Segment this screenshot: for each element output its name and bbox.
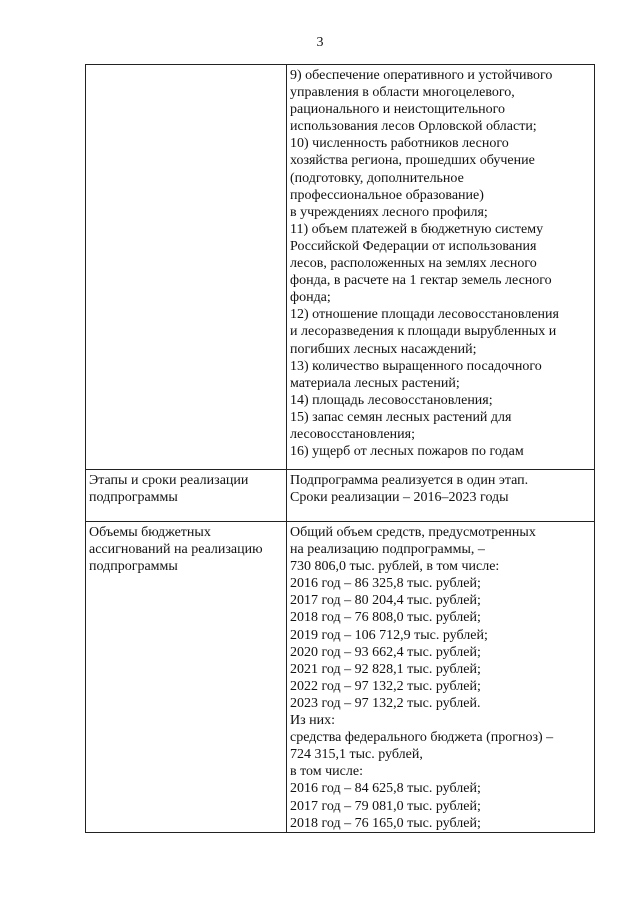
text-line: 10) численность работников лесного bbox=[290, 136, 509, 152]
text-line: Подпрограмма реализуется в один этап. bbox=[290, 473, 529, 488]
text-line: Из них: bbox=[290, 713, 336, 729]
text-line: и лесоразведения к площади вырубленных и bbox=[290, 324, 557, 340]
text-line: 2018 год – 76 808,0 тыс. рублей; bbox=[290, 610, 481, 626]
text-line: 2016 год – 84 625,8 тыс. рублей; bbox=[290, 781, 481, 797]
text-line: в учреждениях лесного профиля; bbox=[290, 204, 488, 220]
text-line: 11) объем платежей в бюджетную систему bbox=[290, 221, 544, 237]
text-line: 9) обеспечение оперативного и устойчивого bbox=[290, 68, 553, 83]
text-line: материала лесных растений; bbox=[290, 375, 460, 391]
table-row bbox=[86, 522, 595, 833]
row-value-cell bbox=[287, 470, 595, 522]
subprogram-passport-table bbox=[85, 64, 595, 833]
row-label-cell bbox=[86, 470, 287, 522]
text-line: 2017 год – 79 081,0 тыс. рублей; bbox=[290, 798, 481, 814]
text-line: 2016 год – 86 325,8 тыс. рублей; bbox=[290, 576, 481, 592]
text-line: средства федерального бюджета (прогноз) – bbox=[290, 730, 554, 746]
text-line: 2022 год – 97 132,2 тыс. рублей; bbox=[290, 678, 481, 694]
text-line: 16) ущерб от лесных пожаров по годам bbox=[290, 444, 524, 460]
row-value-cell bbox=[287, 522, 595, 833]
text-line: 730 806,0 тыс. рублей, в том числе: bbox=[290, 559, 500, 575]
text-line: подпрограммы bbox=[89, 559, 178, 575]
text-line: 2019 год – 106 712,9 тыс. рублей; bbox=[290, 627, 488, 643]
text-line: Сроки реализации – 2016–2023 годы bbox=[290, 490, 509, 506]
text-line: 12) отношение площади лесовосстановления bbox=[290, 307, 559, 323]
text-line: хозяйства региона, прошедших обучение bbox=[290, 153, 535, 169]
text-line: профессиональное образование) bbox=[290, 187, 484, 203]
text-line: Объемы бюджетных bbox=[89, 525, 211, 540]
text-line: 14) площадь лесовосстановления; bbox=[290, 392, 493, 408]
page-number: 3 bbox=[316, 35, 324, 50]
row-label-cell bbox=[86, 65, 287, 470]
text-line: 2017 год – 80 204,4 тыс. рублей; bbox=[290, 593, 481, 609]
text-line: 724 315,1 тыс. рублей, bbox=[290, 747, 423, 763]
text-line: Этапы и сроки реализации bbox=[89, 473, 249, 488]
text-line: на реализацию подпрограммы, – bbox=[290, 542, 485, 558]
row-value-cell bbox=[287, 65, 595, 470]
text-line: Общий объем средств, предусмотренных bbox=[290, 525, 536, 540]
table-row bbox=[86, 470, 595, 522]
table-row bbox=[86, 65, 595, 470]
text-line: в том числе: bbox=[290, 764, 363, 780]
text-line: Российской Федерации от использования bbox=[290, 238, 537, 254]
text-line: рационального и неистощительного bbox=[290, 102, 505, 118]
text-line: 15) запас семян лесных растений для bbox=[290, 409, 512, 425]
text-line: управления в области многоцелевого, bbox=[290, 85, 515, 101]
text-line: 2021 год – 92 828,1 тыс. рублей; bbox=[290, 661, 481, 677]
text-line: фонда; bbox=[290, 290, 331, 306]
text-line: ассигнований на реализацию bbox=[89, 542, 263, 558]
text-line: 2018 год – 76 165,0 тыс. рублей; bbox=[290, 815, 481, 831]
text-line: использования лесов Орловской области; bbox=[290, 119, 537, 135]
text-line: фонда, в расчете на 1 гектар земель лесного bbox=[290, 273, 552, 289]
text-line: 2020 год – 93 662,4 тыс. рублей; bbox=[290, 644, 481, 660]
text-line: подпрограммы bbox=[89, 490, 178, 506]
text-line: 13) количество выращенного посадочного bbox=[290, 358, 542, 374]
text-line: погибших лесных насаждений; bbox=[290, 341, 477, 357]
text-line: 2023 год – 97 132,2 тыс. рублей. bbox=[290, 695, 481, 711]
text-line: лесов, расположенных на землях лесного bbox=[290, 256, 537, 272]
row-label-cell bbox=[86, 522, 287, 833]
text-line: (подготовку, дополнительное bbox=[290, 170, 464, 186]
text-line: лесовосстановления; bbox=[290, 426, 415, 442]
